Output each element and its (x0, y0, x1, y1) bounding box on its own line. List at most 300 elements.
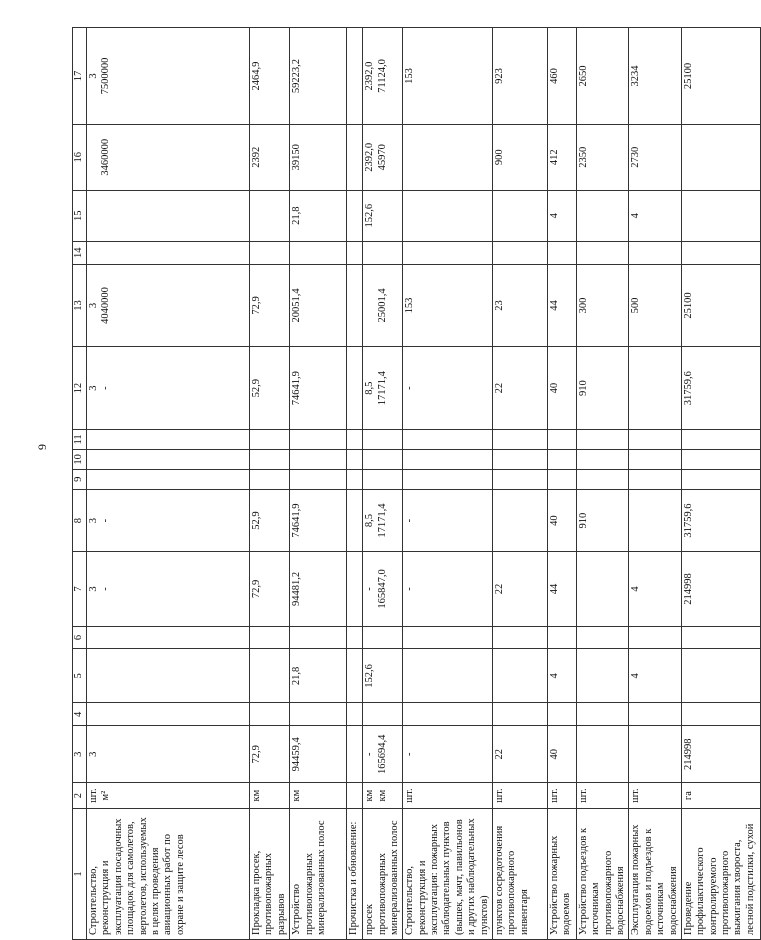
cell-value: 4 (630, 213, 642, 219)
cell-value (348, 268, 360, 344)
table-row (347, 28, 363, 940)
table-body (87, 28, 761, 940)
cell-value: - (100, 518, 112, 523)
cell-value: 23 (493, 300, 505, 311)
cell-c10 (347, 449, 363, 469)
cell-c15 (347, 190, 363, 241)
column-number-12: 12 (73, 347, 87, 430)
cell-value: 39150 (291, 144, 303, 171)
cell-c14 (403, 241, 493, 264)
column-number-9: 9 (73, 469, 87, 489)
cell-value: 52,9 (251, 511, 262, 530)
cell-value: 7500000 (100, 57, 112, 95)
cell-c9 (403, 469, 493, 489)
table-row (403, 28, 493, 940)
table-row (547, 28, 576, 940)
cell-c5 (403, 649, 493, 703)
cell-c15 (363, 190, 403, 241)
cell-value: 165694,4 (376, 734, 388, 774)
cell-c9 (87, 469, 250, 489)
cell-c10 (629, 449, 682, 469)
cell-c11 (250, 429, 290, 449)
cell-value: 74641,9 (291, 503, 303, 538)
cell-c11 (547, 429, 576, 449)
table-row (492, 28, 547, 940)
cell-c7 (547, 552, 576, 626)
column-number-16: 16 (73, 125, 87, 191)
cell-value (88, 128, 100, 187)
cell-c6 (87, 626, 250, 649)
cell-value: 31759,6 (682, 371, 694, 406)
cell-value: 153 (404, 68, 416, 84)
cell-c13 (347, 264, 363, 347)
cell-c4 (403, 703, 493, 726)
cell-value: 2464,9 (251, 61, 262, 91)
cell-c15 (492, 190, 547, 241)
cell-c11 (492, 429, 547, 449)
cell-value: - (364, 587, 376, 591)
cell-c10 (492, 449, 547, 469)
cell-value: 72,9 (251, 579, 262, 599)
cell-value: 152,6 (364, 664, 376, 688)
cell-c4 (576, 703, 629, 726)
cell-c10 (403, 449, 493, 469)
cell-value: 74641,9 (291, 371, 303, 406)
table-row (629, 28, 682, 940)
cell-value: 40 (548, 515, 560, 526)
cell-value: 3 (88, 586, 99, 592)
cell-c11 (681, 429, 760, 449)
cell-c17 (681, 28, 760, 125)
cell-c3 (87, 726, 250, 783)
row-name-cell: Строительство, реконструкция и эксплуатация посадочных площадок для самолетов, вертолетов, используемых в целях проведения авиационных работ по охране и защите лесов (87, 808, 250, 939)
cell-c15 (403, 190, 493, 241)
cell-c3 (576, 726, 629, 783)
cell-c15 (547, 190, 576, 241)
cell-value (630, 493, 642, 549)
cell-value: 152,6 (364, 203, 376, 228)
cell-c17 (290, 28, 347, 125)
cell-value: шт. (577, 788, 589, 803)
cell-value: 72,9 (251, 296, 262, 315)
cell-unit (363, 783, 403, 809)
cell-c6 (363, 626, 403, 649)
cell-value: 94459,4 (291, 737, 303, 772)
cell-c14 (87, 241, 250, 264)
table-row (87, 28, 250, 940)
cell-value (683, 128, 695, 187)
cell-value: - (100, 386, 112, 390)
cell-c14 (492, 241, 547, 264)
cell-c5 (290, 649, 347, 703)
cell-value (364, 268, 376, 344)
cell-value: м² (100, 790, 112, 801)
cell-c12 (629, 347, 682, 430)
cell-c13 (576, 264, 629, 347)
cell-c14 (629, 241, 682, 264)
cell-c11 (629, 429, 682, 449)
cell-c6 (492, 626, 547, 649)
table-row (681, 28, 760, 940)
cell-c16 (363, 125, 403, 191)
cell-value: 3 (88, 751, 99, 757)
cell-value: 71124,0 (376, 59, 388, 93)
cell-value: - (404, 587, 416, 591)
cell-c14 (290, 241, 347, 264)
cell-value: - (364, 752, 376, 757)
cell-value: шт. (548, 788, 560, 803)
cell-value: 52,9 (251, 378, 262, 398)
cell-c8 (681, 489, 760, 552)
cell-value: 25001,4 (376, 288, 388, 323)
cell-c4 (629, 703, 682, 726)
cell-c16 (347, 125, 363, 191)
cell-value (100, 729, 112, 779)
cell-c13 (403, 264, 493, 347)
cell-c5 (681, 649, 760, 703)
row-name-cell: Эксплуатация пожарных водоемов и подъездов к источникам водоснабжения (629, 808, 682, 939)
cell-value: - (404, 386, 416, 390)
column-number-row (73, 28, 87, 940)
column-number-8: 8 (73, 489, 87, 552)
cell-c14 (347, 241, 363, 264)
cell-value: 22 (493, 583, 505, 595)
cell-c8 (347, 489, 363, 552)
cell-c13 (87, 264, 250, 347)
cell-unit (681, 783, 760, 809)
cell-c4 (363, 703, 403, 726)
cell-value: 412 (548, 149, 560, 166)
cell-c6 (681, 626, 760, 649)
column-number-2: 2 (73, 783, 87, 809)
column-number-10: 10 (73, 449, 87, 469)
cell-value: 3234 (630, 65, 642, 87)
cell-value: 20051,4 (291, 288, 303, 323)
cell-value: 214998 (682, 738, 694, 771)
cell-c15 (87, 190, 250, 241)
cell-value (630, 350, 642, 426)
column-number-15: 15 (73, 190, 87, 241)
cell-c9 (250, 469, 290, 489)
cell-c3 (629, 726, 682, 783)
cell-unit (250, 783, 290, 809)
cell-value: 4 (548, 673, 560, 679)
cell-c8 (363, 489, 403, 552)
cell-value (494, 493, 506, 549)
cell-c17 (492, 28, 547, 125)
cell-c10 (576, 449, 629, 469)
cell-unit (87, 783, 250, 809)
page-number: 9 (35, 444, 49, 450)
cell-c6 (250, 626, 290, 649)
cell-c12 (87, 347, 250, 430)
cell-value (630, 729, 642, 779)
cell-c5 (347, 649, 363, 703)
cell-c10 (87, 449, 250, 469)
cell-value: шт. (630, 788, 642, 803)
cell-unit (403, 783, 493, 809)
cell-c8 (87, 489, 250, 552)
cell-c10 (681, 449, 760, 469)
cell-value: 4 (548, 213, 560, 219)
cell-c11 (87, 429, 250, 449)
cell-value: 4 (630, 586, 642, 592)
cell-value: 4040000 (100, 287, 112, 324)
cell-c5 (547, 649, 576, 703)
cell-value: км (364, 789, 376, 802)
cell-c11 (576, 429, 629, 449)
cell-value: 910 (577, 512, 589, 529)
cell-c12 (290, 347, 347, 430)
cell-c12 (492, 347, 547, 430)
cell-c14 (681, 241, 760, 264)
cell-c16 (681, 125, 760, 191)
cell-value: шт. (88, 788, 99, 803)
rotated-table-container (72, 27, 756, 940)
column-number-3: 3 (73, 726, 87, 783)
column-number-7: 7 (73, 552, 87, 626)
cell-value: км (251, 789, 262, 802)
cell-value: га (682, 791, 694, 801)
cell-c7 (290, 552, 347, 626)
cell-value: 40 (548, 749, 560, 760)
cell-c3 (681, 726, 760, 783)
cell-c15 (250, 190, 290, 241)
cell-c13 (250, 264, 290, 347)
data-table (72, 27, 761, 940)
cell-c4 (681, 703, 760, 726)
cell-c10 (250, 449, 290, 469)
cell-value: - (404, 518, 416, 523)
cell-c14 (250, 241, 290, 264)
cell-value: шт. (404, 788, 416, 803)
cell-value: 165847,0 (376, 569, 388, 609)
cell-c16 (250, 125, 290, 191)
cell-c9 (492, 469, 547, 489)
cell-c17 (547, 28, 576, 125)
cell-value: 25100 (682, 292, 694, 319)
cell-value: 2730 (630, 146, 642, 168)
cell-c10 (363, 449, 403, 469)
cell-value (404, 128, 416, 187)
cell-c9 (347, 469, 363, 489)
column-number-13: 13 (73, 264, 87, 347)
column-number-14: 14 (73, 241, 87, 264)
row-name-cell: Устройство противопожарных минерализованных полос (290, 808, 347, 939)
cell-value: 25100 (682, 62, 694, 90)
cell-value: шт. (493, 788, 505, 803)
row-name-cell: Прочистка и обновление: (347, 808, 363, 939)
cell-value: 31759,6 (682, 503, 694, 538)
cell-value: 22 (493, 749, 505, 760)
cell-c13 (681, 264, 760, 347)
column-number-1: 1 (73, 808, 87, 939)
column-number-4: 4 (73, 703, 87, 726)
cell-value: 500 (630, 297, 642, 314)
cell-c8 (250, 489, 290, 552)
cell-value: км (376, 789, 388, 802)
cell-c8 (547, 489, 576, 552)
cell-c8 (492, 489, 547, 552)
cell-value (348, 31, 360, 121)
cell-c17 (250, 28, 290, 125)
cell-c3 (403, 726, 493, 783)
column-number-11: 11 (73, 429, 87, 449)
cell-c12 (250, 347, 290, 430)
row-name-cell: просек противопожарных минерализованных полос (363, 808, 403, 939)
row-name-cell: Строительство, реконструкция и эксплуатация: пожарных наблюдательных пунктов (вышек, мачт, павильонов и других наблюдательных пунктов) (403, 808, 493, 939)
cell-c6 (403, 626, 493, 649)
cell-c16 (492, 125, 547, 191)
cell-c7 (250, 552, 290, 626)
cell-value: 8,5 (364, 381, 376, 395)
cell-unit (347, 783, 363, 809)
cell-value (348, 350, 360, 426)
cell-value: км (291, 789, 303, 802)
cell-value: 4 (630, 673, 642, 679)
cell-c15 (629, 190, 682, 241)
cell-c5 (492, 649, 547, 703)
cell-c7 (681, 552, 760, 626)
row-name-cell: Устройство подъездов к источникам противопожарного водоснабжения (576, 808, 629, 939)
table-row (576, 28, 629, 940)
cell-c16 (629, 125, 682, 191)
cell-value (348, 128, 360, 187)
cell-c3 (363, 726, 403, 783)
cell-c9 (363, 469, 403, 489)
cell-c5 (87, 649, 250, 703)
cell-c5 (629, 649, 682, 703)
cell-value: - (404, 752, 416, 757)
cell-c6 (347, 626, 363, 649)
cell-c8 (403, 489, 493, 552)
cell-c8 (290, 489, 347, 552)
cell-c14 (363, 241, 403, 264)
cell-c12 (363, 347, 403, 430)
cell-c14 (576, 241, 629, 264)
cell-c13 (363, 264, 403, 347)
cell-value: 21,8 (291, 666, 303, 686)
cell-value: 460 (548, 68, 560, 84)
cell-unit (629, 783, 682, 809)
row-name-cell: Устройство пожарных водоемов (547, 808, 576, 939)
cell-c10 (547, 449, 576, 469)
cell-c16 (576, 125, 629, 191)
cell-c9 (629, 469, 682, 489)
table-row (290, 28, 347, 940)
cell-c6 (290, 626, 347, 649)
cell-value (578, 555, 590, 622)
cell-value: 3 (88, 517, 99, 524)
cell-value: 17171,4 (376, 371, 388, 406)
cell-value: 153 (404, 297, 416, 314)
cell-c5 (576, 649, 629, 703)
cell-value: 17171,4 (376, 503, 388, 538)
table-row (250, 28, 290, 940)
cell-c7 (492, 552, 547, 626)
column-number-5: 5 (73, 649, 87, 703)
cell-c12 (681, 347, 760, 430)
cell-c13 (547, 264, 576, 347)
cell-value: 300 (577, 297, 589, 314)
row-name-cell: Проведение профилактического контролируемого противопожарного выжигания хвороста, лесной подстилки, сухой (681, 808, 760, 939)
cell-value: 3 (88, 73, 99, 79)
cell-value: 8,5 (364, 514, 376, 528)
cell-c13 (629, 264, 682, 347)
cell-value: 2350 (577, 146, 589, 168)
cell-c7 (576, 552, 629, 626)
cell-c11 (403, 429, 493, 449)
cell-c3 (547, 726, 576, 783)
cell-unit (492, 783, 547, 809)
cell-c16 (290, 125, 347, 191)
cell-c17 (629, 28, 682, 125)
cell-value: 59223,2 (291, 58, 303, 94)
cell-value: 910 (577, 380, 589, 396)
cell-c15 (576, 190, 629, 241)
cell-value: 2650 (577, 65, 589, 87)
cell-c9 (547, 469, 576, 489)
cell-c7 (363, 552, 403, 626)
cell-c6 (629, 626, 682, 649)
cell-c11 (363, 429, 403, 449)
cell-unit (547, 783, 576, 809)
cell-c17 (576, 28, 629, 125)
cell-value (348, 786, 360, 805)
cell-c16 (403, 125, 493, 191)
cell-value: 3460000 (100, 138, 112, 176)
cell-c9 (681, 469, 760, 489)
cell-c9 (290, 469, 347, 489)
cell-c12 (547, 347, 576, 430)
cell-value: 22 (493, 382, 505, 394)
cell-c11 (290, 429, 347, 449)
cell-unit (576, 783, 629, 809)
cell-c6 (576, 626, 629, 649)
cell-c8 (576, 489, 629, 552)
cell-value: 3 (88, 302, 99, 309)
cell-value: 900 (493, 149, 505, 166)
cell-c11 (347, 429, 363, 449)
column-number-17: 17 (73, 28, 87, 125)
cell-c5 (250, 649, 290, 703)
table-row (363, 28, 403, 940)
cell-c7 (629, 552, 682, 626)
cell-c5 (363, 649, 403, 703)
cell-value: 45970 (376, 144, 388, 171)
cell-c12 (347, 347, 363, 430)
cell-value: 94481,2 (291, 571, 303, 607)
cell-value (578, 729, 590, 779)
cell-c17 (347, 28, 363, 125)
cell-value: 3 (88, 385, 99, 391)
cell-value: 40 (548, 382, 560, 394)
cell-c17 (403, 28, 493, 125)
cell-value: 21,8 (291, 206, 303, 225)
cell-c14 (547, 241, 576, 264)
cell-c4 (547, 703, 576, 726)
cell-c4 (87, 703, 250, 726)
cell-value: 72,9 (251, 745, 262, 764)
cell-c6 (547, 626, 576, 649)
cell-value: 44 (548, 300, 560, 311)
cell-value (348, 729, 360, 779)
cell-c13 (290, 264, 347, 347)
cell-c17 (363, 28, 403, 125)
cell-c15 (681, 190, 760, 241)
cell-c9 (576, 469, 629, 489)
cell-c4 (250, 703, 290, 726)
